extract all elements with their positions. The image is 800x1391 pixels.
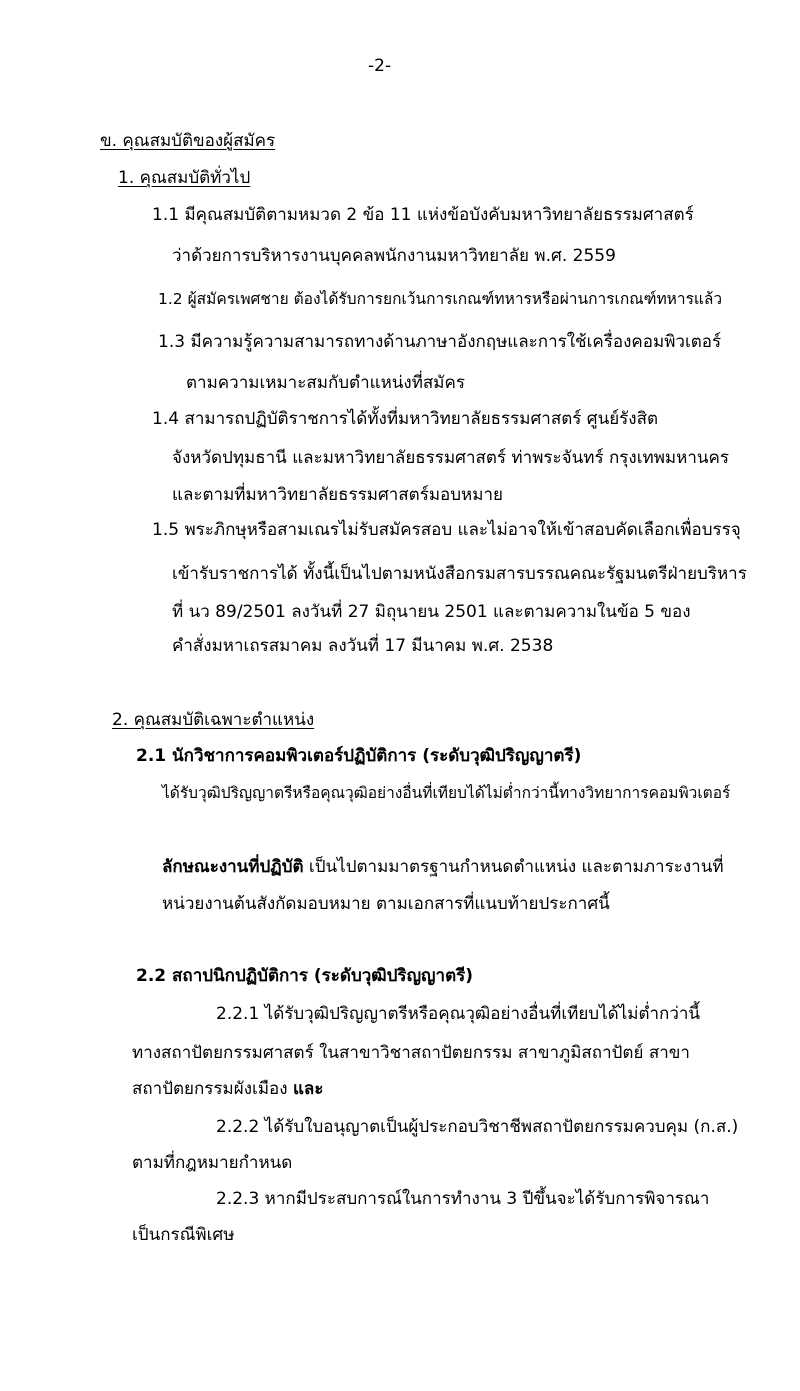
item-1-4-line-3: และตามที่มหาวิทยาลัยธรรมศาสตร์มอบหมาย — [172, 485, 503, 505]
duty-label: ลักษณะงานที่ปฏิบัติ — [162, 857, 304, 877]
item-1-1-line-1: 1.1 มีคุณสมบัติตามหมวด 2 ข้อ 11 แห่งข้อบังคับมหาวิทยาลัยธรรมศาสตร์ — [152, 205, 694, 225]
q-2-2-3-line-2: เป็นกรณีพิเศษ — [132, 1225, 235, 1245]
q-2-2-3-line-1: 2.2.3 หากมีประสบการณ์ในการทำงาน 3 ปีขึ้นจะได้รับการพิจารณา — [216, 1189, 710, 1209]
q-2-2-2-line-1: 2.2.2 ได้รับใบอนุญาตเป็นผู้ประกอบวิชาชีพสถาปัตยกรรมควบคุม (ก.ส.) — [216, 1117, 739, 1137]
item-1-5-line-1: 1.5 พระภิกษุหรือสามเณรไม่รับสมัครสอบ และไม่อาจให้เข้าสอบคัดเลือกเพื่อบรรจุ — [152, 520, 741, 540]
page-number: -2- — [368, 56, 392, 76]
item-1-4-line-2: จังหวัดปทุมธานี และมหาวิทยาลัยธรรมศาสตร์ ท่าพระจันทร์ กรุงเทพมหานคร — [172, 448, 730, 468]
section-b-heading: ข. คุณสมบัติของผู้สมัคร — [100, 131, 276, 151]
item-1-3-line-2: ตามความเหมาะสมกับตำแหน่งที่สมัคร — [186, 373, 465, 393]
q-2-2-1-line-2: ทางสถาปัตยกรรมศาสตร์ ในสาขาวิชาสถาปัตยกรรม สาขาภูมิสถาปัตย์ สาขา — [132, 1043, 690, 1063]
and-word: และ — [292, 1079, 324, 1099]
item-1-2-line-1: 1.2 ผู้สมัครเพศชาย ต้องได้รับการยกเว้นการเกณฑ์ทหารหรือผ่านการเกณฑ์ทหารแล้ว — [158, 290, 723, 308]
duty-text: เป็นไปตามมาตรฐานกำหนดตำแหน่ง และตามภาระงานที่ — [303, 857, 724, 877]
general-qualifications-heading: 1. คุณสมบัติทั่วไป — [118, 168, 251, 188]
position-2-1-duty-line-2: หน่วยงานต้นสังกัดมอบหมาย ตามเอกสารที่แนบท้ายประกาศนี้ — [162, 894, 610, 914]
q-2-2-1-text: สถาปัตยกรรมผังเมือง — [132, 1079, 293, 1099]
item-1-5-line-3: ที่ นว 89/2501 ลงวันที่ 27 มิถุนายน 2501 และตามความในข้อ 5 ของ — [172, 602, 691, 622]
position-2-2-title: 2.2 สถาปนิกปฏิบัติการ (ระดับวุฒิปริญญาตรี) — [136, 966, 474, 986]
position-2-1-title: 2.1 นักวิชาการคอมพิวเตอร์ปฏิบัติการ (ระดับวุฒิปริญญาตรี) — [136, 746, 582, 766]
position-2-1-duty-line-1 — [162, 859, 724, 876]
q-2-2-2-line-2: ตามที่กฎหมายกำหนด — [132, 1153, 293, 1173]
position-2-1-qualification: ได้รับวุฒิปริญญาตรีหรือคุณวุฒิอย่างอื่นที่เทียบได้ไม่ต่ำกว่านี้ทางวิทยาการคอมพิวเตอร์ — [162, 784, 731, 802]
q-2-2-1-line-3 — [132, 1081, 323, 1098]
specific-qualifications-heading: 2. คุณสมบัติเฉพาะตำแหน่ง — [112, 710, 315, 730]
item-1-1-line-2: ว่าด้วยการบริหารงานบุคคลพนักงานมหาวิทยาลัย พ.ศ. 2559 — [172, 246, 616, 266]
item-1-5-line-2: เข้ารับราชการได้ ทั้งนี้เป็นไปตามหนังสือกรมสารบรรณคณะรัฐมนตรีฝ่ายบริหาร — [172, 564, 747, 584]
q-2-2-1-line-1: 2.2.1 ได้รับวุฒิปริญญาตรีหรือคุณวุฒิอย่างอื่นที่เทียบได้ไม่ต่ำกว่านี้ — [216, 1004, 701, 1024]
item-1-4-line-1: 1.4 สามารถปฏิบัติราชการได้ทั้งที่มหาวิทยาลัยธรรมศาสตร์ ศูนย์รังสิต — [152, 409, 659, 429]
item-1-5-line-4: คำสั่งมหาเถรสมาคม ลงวันที่ 17 มีนาคม พ.ศ. 2538 — [172, 636, 554, 656]
item-1-3-line-1: 1.3 มีความรู้ความสามารถทางด้านภาษาอังกฤษและการใช้เครื่องคอมพิวเตอร์ — [158, 332, 722, 352]
